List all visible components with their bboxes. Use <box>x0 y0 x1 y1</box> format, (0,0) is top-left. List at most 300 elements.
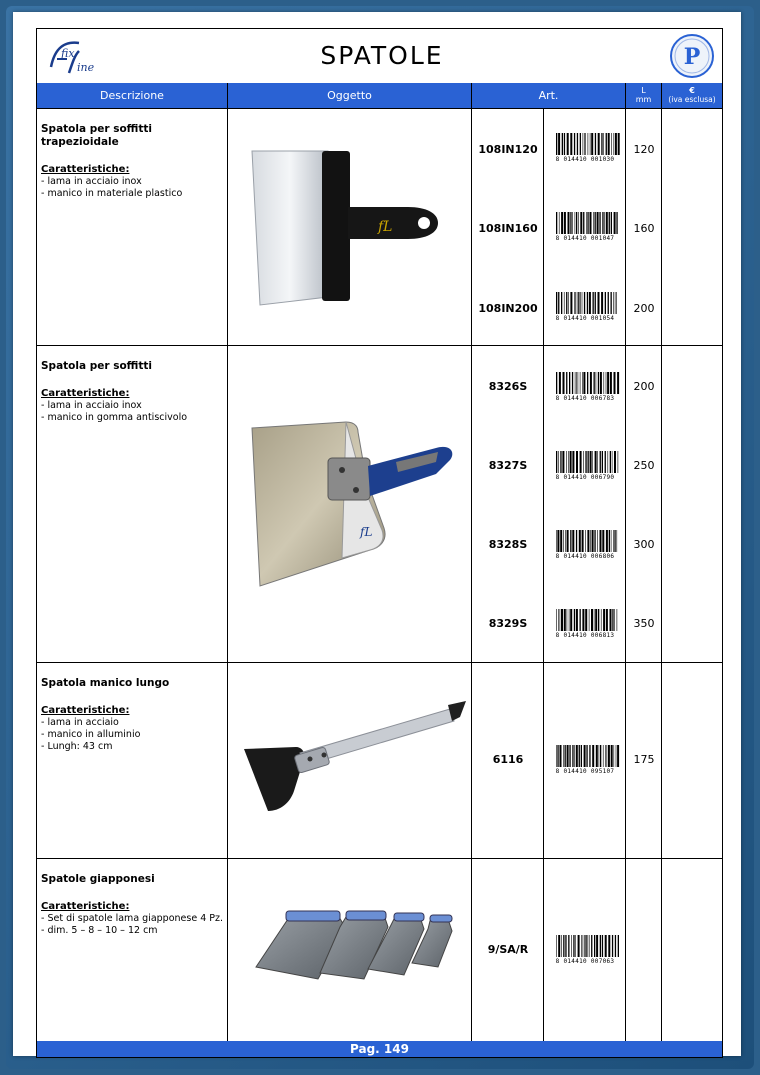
barcode-bar <box>614 372 616 394</box>
barcode-bar <box>594 530 595 552</box>
barcode-bar <box>566 451 567 473</box>
barcode-bar <box>574 609 575 631</box>
article-code: 6116 <box>492 753 524 766</box>
barcode <box>550 530 620 560</box>
col-price-note: (iva esclusa) <box>668 95 716 104</box>
barcode-bar <box>559 212 560 234</box>
barcode-bar <box>594 935 595 957</box>
article-code: 108IN160 <box>478 222 538 235</box>
barcode-bar <box>572 530 574 552</box>
barcode-bar <box>606 372 607 394</box>
barcode-bar <box>568 935 569 957</box>
product-name: Spatole giapponesi <box>41 873 155 885</box>
barcode-bar <box>570 530 571 552</box>
barcode-bar <box>584 935 585 957</box>
barcode-bar <box>596 372 597 394</box>
barcode-bar <box>597 530 598 552</box>
barcode-bar <box>570 609 572 631</box>
length-value: 300 <box>633 538 655 551</box>
barcode-bar <box>598 372 599 394</box>
barcode-bar <box>578 212 579 234</box>
barcode-bar <box>563 745 564 767</box>
barcode-bar <box>613 292 614 314</box>
barcode-bar <box>594 372 595 394</box>
barcode-bar <box>568 212 570 234</box>
barcode-bar <box>587 530 589 552</box>
barcode-bar <box>579 530 581 552</box>
barcode-bar <box>585 530 586 552</box>
barcode-bar <box>578 292 579 314</box>
barcode-bar <box>570 212 571 234</box>
barcode-bar <box>567 609 568 631</box>
barcode-bar <box>612 609 613 631</box>
barcode-bar <box>571 935 572 957</box>
barcode-bar <box>602 530 604 552</box>
product-row <box>37 859 722 1041</box>
barcode-bar <box>582 609 584 631</box>
barcode-bar <box>563 935 564 957</box>
barcode-bar <box>560 745 562 767</box>
barcode-bar <box>581 935 582 957</box>
barcode-bar <box>600 530 602 552</box>
price-cell <box>662 109 722 345</box>
barcode-bar <box>601 292 603 314</box>
barcode-bar <box>576 451 578 473</box>
product-description <box>37 859 228 1041</box>
barcode <box>550 212 620 242</box>
col-length-label: L <box>641 86 646 95</box>
barcode-bar <box>556 133 557 155</box>
barcode-bar <box>597 451 598 473</box>
barcode-bar <box>576 372 577 394</box>
barcode-bar <box>614 530 615 552</box>
barcode-bar <box>568 292 569 314</box>
barcode-bar <box>598 292 600 314</box>
barcode-bar <box>595 292 596 314</box>
barcode-bar <box>560 609 561 631</box>
barcode-bar <box>586 212 587 234</box>
barcode-bar <box>589 935 590 957</box>
barcode-bar <box>603 745 604 767</box>
barcode-bar <box>598 609 599 631</box>
barcode-bar <box>570 133 572 155</box>
barcode-bar <box>615 133 617 155</box>
features-label: Caratteristiche: <box>41 164 130 175</box>
barcode-bar <box>558 292 559 314</box>
barcode-bar <box>593 212 594 234</box>
barcode-bar <box>590 212 592 234</box>
product-name: Spatola per soffitti trapezioidale <box>41 123 153 148</box>
barcode-bar <box>608 133 610 155</box>
barcode-bar <box>614 212 616 234</box>
barcode-bar <box>561 292 562 314</box>
barcode-number: 8 014410 006783 <box>555 395 615 402</box>
barcode-bar <box>602 212 603 234</box>
barcode-bar <box>570 451 572 473</box>
barcode-bar <box>599 745 600 767</box>
barcode-bar <box>600 745 601 767</box>
catalog-page <box>13 12 741 1056</box>
barcode-bar <box>592 745 594 767</box>
barcode-bar <box>560 530 562 552</box>
barcode-bar <box>575 372 576 394</box>
product-image-cell <box>228 663 472 858</box>
barcode-bar <box>605 451 606 473</box>
barcode-bar <box>560 451 561 473</box>
trapezoidal-spatula-image <box>248 147 448 307</box>
length-value: 200 <box>633 302 655 315</box>
barcode-bar <box>607 745 608 767</box>
barcode-bar <box>583 451 584 473</box>
barcode-bar <box>577 292 578 314</box>
barcode-bar <box>583 212 584 234</box>
length-value: 175 <box>633 753 655 766</box>
col-descrizione: Descrizione <box>37 83 228 108</box>
col-length <box>626 83 662 108</box>
barcode-bar <box>590 133 591 155</box>
col-price-symbol: € <box>689 86 695 95</box>
barcode-bar <box>582 372 583 394</box>
barcode-bar <box>611 530 612 552</box>
barcode-bar <box>558 935 560 957</box>
length-value: 200 <box>633 380 655 393</box>
barcode-bar <box>567 745 569 767</box>
article-code: 8329S <box>488 617 528 630</box>
barcode-bar <box>561 212 563 234</box>
barcode-bar <box>586 745 587 767</box>
lengths <box>626 346 662 662</box>
barcode-number: 8 014410 001047 <box>555 235 615 242</box>
barcode-bar <box>595 133 596 155</box>
barcode-bar <box>587 372 588 394</box>
barcode-bar <box>561 935 562 957</box>
barcode-bar <box>595 609 597 631</box>
barcode-bar <box>583 133 584 155</box>
product-description <box>37 663 228 858</box>
barcode-bar <box>569 745 570 767</box>
barcode-bar <box>595 451 597 473</box>
barcode-bar <box>563 530 564 552</box>
barcode <box>550 292 620 322</box>
barcode-bar <box>575 292 576 314</box>
article-code: 8326S <box>488 380 528 393</box>
barcode-bar <box>564 292 565 314</box>
barcode-bar <box>580 133 581 155</box>
barcodes <box>544 346 626 662</box>
barcode-bar <box>564 133 565 155</box>
barcode-bar <box>579 745 580 767</box>
barcode-bar <box>572 745 573 767</box>
barcode-bar <box>587 212 588 234</box>
barcode-bar <box>558 133 560 155</box>
barcode-bar <box>600 372 602 394</box>
barcode-bar <box>588 133 589 155</box>
lengths <box>626 859 662 1041</box>
features-label: Caratteristiche: <box>41 705 130 716</box>
barcode-bar <box>597 212 599 234</box>
product-image-cell <box>228 109 472 345</box>
barcode-bar <box>584 745 586 767</box>
length-value: 160 <box>633 222 655 235</box>
barcode-bar <box>611 292 612 314</box>
barcode-bar <box>573 935 574 957</box>
feature-item: - manico in gomma antiscivolo <box>41 412 188 423</box>
barcode-bar <box>598 133 600 155</box>
barcode-bar <box>611 745 613 767</box>
barcode-bar <box>603 609 605 631</box>
barcode-bar <box>564 212 566 234</box>
barcode-bar <box>604 212 605 234</box>
barcode-bar <box>585 451 586 473</box>
barcode-bar <box>596 935 598 957</box>
article-code: 8327S <box>488 459 528 472</box>
barcode-bar <box>583 935 584 957</box>
feature-item: - lama in acciaio inox <box>41 176 142 187</box>
barcode-bar <box>600 451 601 473</box>
barcode-bar <box>608 292 609 314</box>
barcode-bar <box>559 372 561 394</box>
feature-item: - dim. 5 – 8 – 10 – 12 cm <box>41 925 158 936</box>
barcode-bar <box>588 935 589 957</box>
barcode-bar <box>591 935 592 957</box>
barcode-bar <box>613 530 614 552</box>
barcode-bar <box>608 935 610 957</box>
barcode-bar <box>572 212 573 234</box>
article-code: 9/SA/R <box>487 943 529 956</box>
fixline-logo <box>45 37 105 77</box>
barcode-bar <box>594 609 595 631</box>
barcode-bar <box>587 292 588 314</box>
barcode-bar <box>590 530 591 552</box>
barcode-bar <box>583 372 585 394</box>
barcode-bar <box>606 212 608 234</box>
barcode-bar <box>558 609 559 631</box>
price-cell <box>662 663 722 858</box>
page-title: SPATOLE <box>320 41 444 70</box>
barcode-bar <box>584 292 585 314</box>
features-label: Caratteristiche: <box>41 388 130 399</box>
barcode-bar <box>576 530 577 552</box>
barcode-bar <box>580 609 581 631</box>
barcode-bar <box>556 935 557 957</box>
barcode-bar <box>608 745 610 767</box>
barcode-number: 8 014410 006790 <box>555 474 615 481</box>
barcode-bar <box>595 212 596 234</box>
barcode-bar <box>557 530 559 552</box>
barcode-bar <box>589 609 590 631</box>
barcode-bar <box>605 745 606 767</box>
barcode-bar <box>566 372 567 394</box>
feature-item: - manico in alluminio <box>41 729 141 740</box>
col-price <box>662 83 722 108</box>
barcode-bar <box>556 292 557 314</box>
barcode-bar <box>561 609 563 631</box>
barcode-bar <box>574 292 575 314</box>
barcode-bar <box>616 292 617 314</box>
barcode-bar <box>585 935 586 957</box>
barcode-bar <box>575 935 576 957</box>
barcode-bar <box>576 609 578 631</box>
barcode-bar <box>580 212 582 234</box>
brand-badge-icon <box>669 33 715 79</box>
barcode-bar <box>580 451 582 473</box>
price-cell <box>662 346 722 662</box>
barcode-bar <box>610 609 612 631</box>
barcode-bar <box>614 745 615 767</box>
barcode <box>550 745 620 775</box>
barcode-bar <box>593 292 594 314</box>
feature-item: - Lungh: 43 cm <box>41 741 113 752</box>
long-handle-spatula-image <box>240 695 468 821</box>
barcode-bar <box>607 372 609 394</box>
barcodes <box>544 109 626 345</box>
barcode-bar <box>610 451 611 473</box>
barcode-bar <box>615 292 616 314</box>
barcode-bar <box>565 745 566 767</box>
barcode-bar <box>569 609 570 631</box>
barcode-bar <box>564 609 566 631</box>
barcode-bar <box>565 530 566 552</box>
barcode-bar <box>556 745 557 767</box>
col-art: Art. <box>472 83 626 108</box>
barcode-bar <box>603 133 604 155</box>
barcode-bar <box>590 451 592 473</box>
feature-item: - lama in acciaio <box>41 717 119 728</box>
barcode-bar <box>600 935 601 957</box>
article-codes <box>472 346 544 662</box>
barcode-bar <box>556 609 557 631</box>
page-header <box>37 29 722 84</box>
barcode-bar <box>578 935 580 957</box>
barcode-bar <box>567 133 569 155</box>
svg-text:fL: fL <box>360 525 373 539</box>
product-image-cell <box>228 859 472 1041</box>
barcode-bar <box>617 745 619 767</box>
barcode-bar <box>567 530 569 552</box>
barcode-number: 8 014410 006813 <box>555 632 615 639</box>
barcode-bar <box>605 935 607 957</box>
barcode-number: 8 014410 006806 <box>555 553 615 560</box>
barcode-bar <box>617 609 618 631</box>
article-codes <box>472 663 544 858</box>
barcode-bar <box>609 530 610 552</box>
product-name: Spatola manico lungo <box>41 677 170 689</box>
barcode-bar <box>616 745 617 767</box>
col-oggetto: Oggetto <box>228 83 472 108</box>
barcode-bar <box>572 372 573 394</box>
product-name: Spatola per soffitti <box>41 360 153 372</box>
barcode-bar <box>616 212 617 234</box>
barcode <box>550 133 620 163</box>
barcode-bar <box>582 530 584 552</box>
barcode-bar <box>618 935 619 957</box>
barcode-bar <box>614 133 615 155</box>
barcode-bar <box>562 451 564 473</box>
length-value: 250 <box>633 459 655 472</box>
product-description <box>37 346 228 662</box>
barcode-bar <box>611 212 612 234</box>
barcode-number: 8 014410 095107 <box>555 768 615 775</box>
barcode-bar <box>591 133 593 155</box>
product-description <box>37 109 228 345</box>
product-row <box>37 663 722 859</box>
lengths <box>626 109 662 345</box>
product-row <box>37 109 722 346</box>
price-cell <box>662 859 722 1041</box>
barcode-number: 8 014410 007063 <box>555 958 615 965</box>
ceiling-spatula-image <box>246 418 456 593</box>
col-length-unit: mm <box>635 95 652 104</box>
barcode-bar <box>589 745 590 767</box>
barcode-bar <box>574 133 575 155</box>
barcode-bar <box>562 133 563 155</box>
feature-item: - Set di spatole lama giapponese 4 Pz. <box>41 913 223 924</box>
barcode-bar <box>589 292 591 314</box>
barcode-bar <box>566 292 567 314</box>
barcode-bar <box>615 935 616 957</box>
badge-letter: P <box>683 44 701 70</box>
barcode-bar <box>606 133 607 155</box>
barcode-bar <box>557 745 558 767</box>
table-header <box>37 83 722 109</box>
svg-text:ine: ine <box>77 61 95 74</box>
barcode-bar <box>576 745 578 767</box>
article-codes <box>472 109 544 345</box>
barcode-bar <box>565 935 566 957</box>
barcode-bar <box>610 372 612 394</box>
lengths <box>626 663 662 858</box>
barcode-bar <box>563 372 565 394</box>
barcode-bar <box>608 451 609 473</box>
barcode-bar <box>617 372 619 394</box>
barcode-number: 8 014410 001030 <box>555 156 615 163</box>
article-code: 108IN120 <box>478 143 538 156</box>
product-row <box>37 346 722 663</box>
japanese-spatula-set-image <box>248 909 462 999</box>
barcode-bar <box>604 372 605 394</box>
barcode-bar <box>556 451 557 473</box>
barcode-bar <box>578 372 579 394</box>
barcode-bar <box>572 451 574 473</box>
barcode-bar <box>569 372 570 394</box>
length-value: 350 <box>633 617 655 630</box>
barcode-number: 8 014410 001054 <box>555 315 615 322</box>
barcode-bar <box>612 935 613 957</box>
barcode <box>550 935 620 965</box>
catalog-sheet <box>36 28 723 1058</box>
barcode-bar <box>570 292 572 314</box>
barcode-bar <box>576 212 577 234</box>
svg-text:fix: fix <box>61 47 75 60</box>
barcode-bar <box>588 451 589 473</box>
barcode-bar <box>590 372 592 394</box>
barcode-bar <box>556 530 557 552</box>
length-value: 120 <box>633 143 655 156</box>
barcode-bar <box>577 133 578 155</box>
barcode-bar <box>606 530 608 552</box>
barcode-bar <box>591 609 593 631</box>
barcode-bar <box>592 451 593 473</box>
barcode-bar <box>606 609 608 631</box>
barcode-bar <box>599 212 600 234</box>
barcode <box>550 609 620 639</box>
page-footer: Pag. 149 <box>37 1041 722 1057</box>
barcode-bar <box>611 133 612 155</box>
article-codes <box>472 859 544 1041</box>
barcode-bar <box>582 292 583 314</box>
barcode-bar <box>580 292 581 314</box>
barcode-bar <box>614 609 615 631</box>
